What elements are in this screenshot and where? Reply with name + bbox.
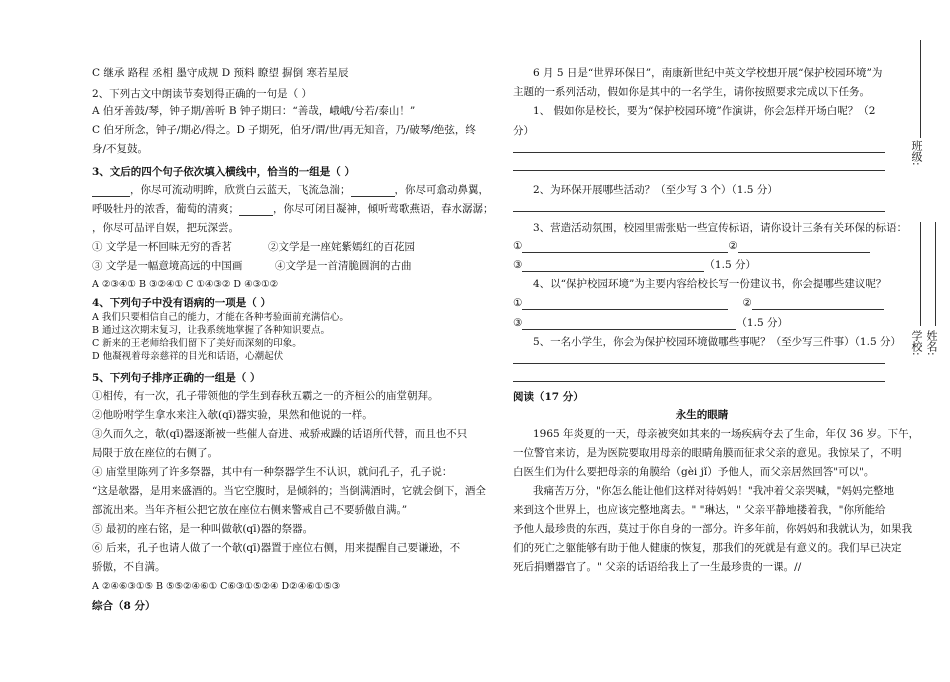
passage-line: 一位警官来访，是为医院要取用母亲的眼睛角膜而征求父亲的意见。我惊呆了，不明 bbox=[513, 447, 902, 459]
q5-sentence-5: ⑤ 最初的座右铭，是一种叫做欹(qī)器的祭器。 bbox=[92, 523, 314, 535]
question-3-text-line1 bbox=[92, 183, 489, 197]
answer-line[interactable] bbox=[513, 152, 885, 153]
passage-line: 白医生们为什么要把母亲的角膜给（gèi jǐ）予他人，而父亲居然回答"可以"。 bbox=[513, 466, 875, 478]
class-label: 班级: bbox=[910, 140, 923, 166]
answer-line[interactable] bbox=[513, 381, 885, 382]
question-3 bbox=[92, 165, 355, 179]
marker-2: ② bbox=[728, 240, 738, 252]
q3-answers: A ②③④① B ③②④① C ①④③② D ④③①② bbox=[92, 279, 279, 290]
question-4 bbox=[92, 296, 271, 310]
answer-line[interactable] bbox=[513, 170, 885, 171]
env-task-1: 1、 假如你是校长，要为“保护校园环境”作演讲，你会怎样开场白呢？（2 bbox=[533, 105, 876, 117]
suggestion-blank-2[interactable] bbox=[752, 298, 884, 310]
answer-line[interactable] bbox=[513, 211, 885, 212]
slogan-3 bbox=[513, 258, 756, 272]
question-2: 2、下列古文中朗读节奏划得正确的一句是（ ） bbox=[92, 88, 313, 100]
q5-sentence-3-cont: 局限于放在座位的右侧了。 bbox=[92, 447, 218, 459]
q3-option-4: ④文学是一首清脆圆润的古曲 bbox=[275, 260, 412, 272]
passage-line: 我痛苦万分，"你怎么能让他们这样对待妈妈！"我冲着父亲哭喊，"妈妈完整地 bbox=[533, 485, 894, 497]
env-intro-1: 6 月 5 日是“世界环保日”，南康新世纪中英文学校想开展“保护校园环境”为 bbox=[533, 67, 883, 79]
name-field-line[interactable] bbox=[935, 222, 936, 326]
q5-sentence-4-cont2: 部流出来。当年齐桓公把它放在座位右侧来警戒自己不要骄傲自满。” bbox=[92, 504, 408, 516]
question-3-text-line3 bbox=[92, 221, 239, 235]
q5-sentence-6-cont: 骄傲，不自满。 bbox=[92, 561, 166, 573]
fill-blank-2[interactable] bbox=[351, 185, 395, 197]
q3-text-2b: ，你尽可闭目凝神，倾听莺歌燕语，春水潺潺； bbox=[273, 203, 494, 215]
passage-line: 们的死亡之躯能够有助于他人健康的恢复，那我们的死就是有意义的。我们早已决定 bbox=[513, 542, 902, 554]
school-label: 学校: bbox=[910, 330, 923, 356]
q5-sentence-6: ⑥ 后来，孔子也请人做了一个欹(qī)器置于座位右侧，用来提醒自己要谦逊，不 bbox=[92, 542, 461, 554]
school-field-line[interactable] bbox=[920, 222, 921, 326]
question-2-option-cd-cont: 身/不复鼓。 bbox=[92, 143, 149, 155]
env-task-1-cont: 分） bbox=[513, 125, 534, 137]
suggestion-1 bbox=[513, 296, 884, 310]
q5-sentence-3: ③久而久之，欹(qī)器逐渐被一些催人奋进、戒骄戒躁的话语所代替，而且也不只 bbox=[92, 428, 468, 440]
question-3-text-line2 bbox=[92, 202, 494, 216]
answer-line[interactable] bbox=[513, 363, 885, 364]
marker-3: ③ bbox=[513, 317, 523, 329]
passage-line: 来到这个世界上，也应该完整地离去。" "琳达，" 父亲平静地搂着我，"你所能给 bbox=[513, 504, 886, 516]
slogan-blank-1[interactable] bbox=[522, 241, 728, 253]
q3-option-3: ③ 文学是一幅意境高远的中国画 bbox=[92, 260, 243, 272]
q3-option-2: ②文学是一座姹紫嫣红的百花园 bbox=[268, 241, 415, 253]
fill-blank-3[interactable] bbox=[239, 204, 273, 216]
suggestion-blank-1[interactable] bbox=[522, 298, 728, 310]
env-task-4: 4、以“保护校园环境”为主要内容给校长写一份建议书，你会提哪些建议呢？ bbox=[533, 278, 887, 290]
q3-option-1: ① 文学是一杯回味无穷的香茗 bbox=[92, 241, 232, 253]
question-3-text: 3、文后的四个句子依次填入横线中，恰当的一组是（ ） bbox=[92, 166, 355, 178]
passage-line: 死后捐赠器官了。" 父亲的话语给我上了一生最珍贵的一课。// bbox=[513, 561, 802, 573]
env-task-3: 3、营造活动氛围，校园里需张贴一些宣传标语，请你设计三条有关环保的标语： bbox=[533, 222, 908, 234]
q4-option-d: D 他凝视着母亲慈祥的目光和话语，心潮起伏 bbox=[92, 351, 284, 362]
marker-1: ① bbox=[513, 240, 523, 252]
marker-3: ③ bbox=[513, 259, 523, 271]
q5-sentence-4: ④ 庙堂里陈列了许多祭器，其中有一种祭器学生不认识，就问孔子，孔子说： bbox=[92, 466, 453, 478]
q3-text-1: ，你尽可流动明眸，欣赏白云蓝天，飞流急湍； bbox=[130, 184, 351, 196]
passage-title: 永生的眼睛 bbox=[675, 409, 729, 421]
section-yuedu: 阅读（17 分） bbox=[513, 391, 584, 403]
q4-option-c: C 新来的王老师给我们留下了美好而深刻的印象。 bbox=[92, 338, 302, 349]
score-label: （1.5 分） bbox=[736, 317, 788, 329]
q3-text-3: ，你尽可品评自娱，把玩深尝。 bbox=[92, 222, 239, 234]
env-task-2: 2、为环保开展哪些活动？（至少写 3 个）（1.5 分） bbox=[533, 184, 778, 196]
marker-2: ② bbox=[742, 297, 752, 309]
suggestion-3 bbox=[513, 316, 788, 330]
q5-sentence-2: ②他吩咐学生拿水来注入欹(qī)器实验，果然和他说的一样。 bbox=[92, 409, 373, 421]
question-5-text: 5、下列句子排序正确的一组是（ ） bbox=[92, 372, 261, 384]
q3-text-1b: ，你尽可翕动鼻翼， bbox=[394, 184, 489, 196]
slogan-blank-3[interactable] bbox=[522, 260, 704, 272]
suggestion-blank-3[interactable] bbox=[522, 318, 736, 330]
q4-option-b: B 通过这次期末复习，让我系统地掌握了各种知识要点。 bbox=[92, 325, 331, 336]
q5-answers: A ②④⑥③①⑤ B ⑤⑤②④⑥① C⑥③①⑤②④ D②④⑥①⑤③ bbox=[92, 581, 341, 592]
q3-text-2: 呼吸牡丹的浓香，葡萄的清爽； bbox=[92, 203, 239, 215]
fill-blank-1[interactable] bbox=[92, 185, 130, 197]
slogan-1 bbox=[513, 239, 870, 253]
class-field-line[interactable] bbox=[920, 40, 921, 138]
passage-line: 予他人最珍贵的东西，莫过于你自身的一部分。许多年前，你妈妈和我就认为，如果我 bbox=[513, 523, 912, 535]
question-2-option-ab: A 伯牙善鼓/琴，钟子期/善听 B 钟子期曰：“善哉，峨峨/兮若/泰山！” bbox=[92, 105, 416, 117]
q5-sentence-1: ①相传，有一次，孔子带领他的学生到春秋五霸之一的齐桓公的庙堂朝拜。 bbox=[92, 390, 439, 402]
q4-option-a: A 我们只要相信自己的能力，才能在各种考验面前充满信心。 bbox=[92, 312, 349, 323]
score-label: （1.5 分） bbox=[704, 259, 756, 271]
env-task-5: 5、一名小学生，你会为保护校园环境做哪些事呢？（至少写三件事）（1.5 分） bbox=[533, 336, 901, 348]
marker-1: ① bbox=[513, 297, 523, 309]
question-5 bbox=[92, 371, 260, 385]
passage-line: 1965 年炎夏的一天，母亲被突如其来的一场疾病夺去了生命，年仅 36 岁。下午， bbox=[533, 428, 920, 440]
option-line-cd: C 继承 路程 丞相 墨守成规 D 预料 瞭望 摒倒 寒若星辰 bbox=[92, 67, 349, 79]
section-zonghe: 综合（8 分） bbox=[92, 600, 156, 612]
question-2-option-cd: C 伯牙所念，钟子/期必/得之。D 子期死，伯牙/谓/世/再无知音，乃/破琴/绝弦，终 bbox=[92, 124, 476, 136]
name-label: 姓名: bbox=[925, 330, 938, 356]
slogan-blank-2[interactable] bbox=[738, 241, 870, 253]
env-intro-2: 主题的一系列活动，假如你是其中的一名学生，请你按照要求完成以下任务。 bbox=[513, 86, 870, 98]
question-4-text: 4、下列句子中没有语病的一项是（ ） bbox=[92, 297, 271, 309]
q5-sentence-4-cont1: “这是欹器，是用来盛酒的。当它空腹时，是倾斜的；当倒满酒时，它就会倒下，酒全 bbox=[92, 485, 486, 497]
